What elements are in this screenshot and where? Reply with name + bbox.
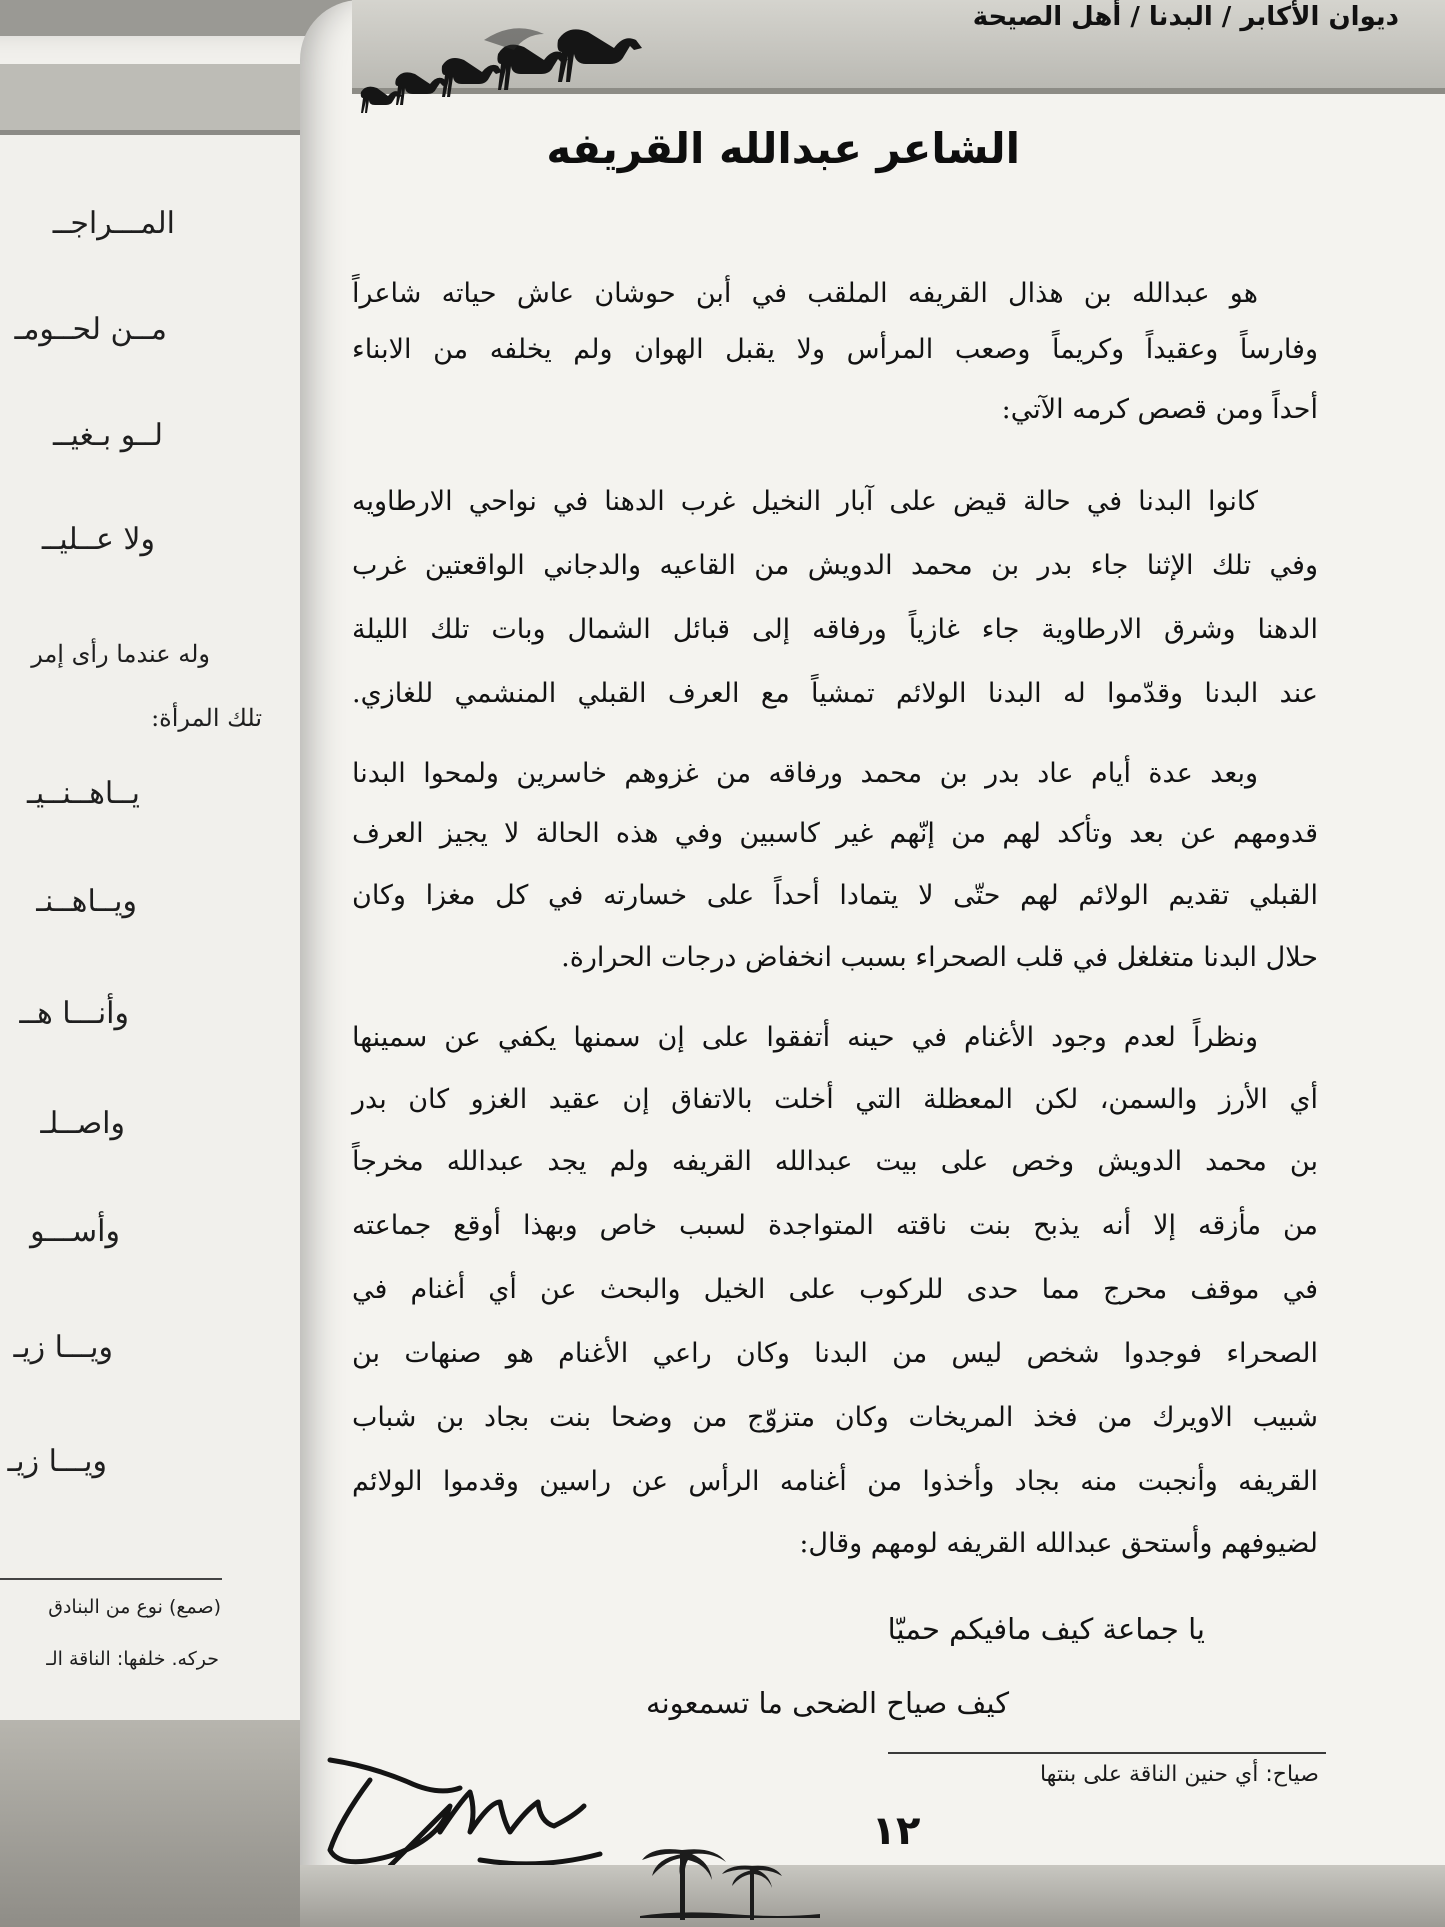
left-verse-line: ويـــا زيـ (13, 1330, 113, 1365)
left-prose-line: تلك المرأة: (151, 704, 262, 732)
left-footnote-rule (0, 1578, 222, 1580)
body-line: أحداً ومن قصص كرمه الآتي: (1001, 394, 1318, 425)
body-line: بن محمد الدويش وخص على بيت عبدالله القريفه ولم يجد عبدالله مخرجاً (352, 1146, 1318, 1177)
camel-caravan-icon (364, 10, 664, 134)
left-prose-line: وله عندما رأى إمر (31, 640, 210, 668)
verse-line-1: يا جماعة كيف مافيكم حميّا (887, 1612, 1205, 1646)
body-line: القريفه وأنجبت منه بجاد وأخذوا من أغنامه الرأس عن راسين وقدموا الولائم (352, 1466, 1318, 1497)
left-footnote-line: حركه. خلفها: الناقة الـ (46, 1648, 219, 1670)
bottom-band (300, 1865, 1445, 1927)
left-verse-line: مــن لحــومـ (14, 312, 167, 347)
left-verse-line: وأنـــا هــ (19, 996, 129, 1031)
left-verse-line: وأســـو (30, 1214, 120, 1249)
body-line: وفارساً وعقيداً وكريماً وصعب المرأس ولا يقبل الهوان ولم يخلفه من الابناء (352, 334, 1318, 365)
left-verse-line: يــاهــنــيـ (27, 776, 140, 811)
page-title: الشاعر عبدالله القريفه (546, 124, 1020, 173)
body-line: الصحراء فوجدوا شخص ليس من البدنا وكان راعي الأغنام هو صنهات بن (352, 1338, 1318, 1369)
footnote: صياح: أي حنين الناقة على بنتها (1039, 1762, 1319, 1787)
left-verse-line: ويـــا زيـ (7, 1444, 107, 1479)
body-line: عند البدنا وقدّموا له البدنا الولائم تمشياً مع العرف القبلي المنشمي للغازي. (352, 678, 1318, 709)
footnote-rule (888, 1752, 1326, 1754)
body-line: لضيوفهم وأستحق عبدالله القريفه لومهم وقال: (799, 1528, 1318, 1559)
left-verse-line: ولا عــليــ (41, 522, 155, 557)
left-verse-line: ويــاهــنـ (36, 884, 137, 919)
body-line: في موقف محرج مما حدى للركوب على الخيل والبحث عن أي أغنام في (352, 1274, 1318, 1305)
body-line: وبعد عدة أيام عاد بدر بن محمد ورفاقه من غزوهم خاسرين ولمحوا البدنا (352, 758, 1258, 789)
body-line: قدومهم عن بعد وتأكد لهم من إنّهم غير كاسبين وفي هذه الحالة لا يجيز العرف (352, 818, 1318, 849)
left-verse-line: لــو بـغيــ (53, 418, 163, 453)
body-line: أي الأرز والسمن، لكن المعظلة التي أخلت بالاتفاق إن عقيد الغزو كان بدر (352, 1084, 1318, 1115)
body-line: حلال البدنا متغلغل في قلب الصحراء بسبب انخفاض درجات الحرارة. (561, 942, 1318, 973)
body-line: ونظراً لعدم وجود الأغنام في حينه أتفقوا على إن سمنها يكفي عن سمينها (352, 1022, 1258, 1053)
body-line: وفي تلك الإثنا جاء بدر بن محمد الدويش من القاعيه والدجاني الواقعتين غرب (352, 550, 1318, 581)
body-line: من مأزقه إلا أنه يذبح بنت ناقته المتواجدة لسبب خاص وبهذا أوقع جماعته (352, 1210, 1318, 1241)
verse-line-2: كيف صياح الضحى ما تسمعونه (646, 1686, 1009, 1720)
body-line: الدهنا وشرق الارطاوية جاء غازياً ورفاقه إلى قبائل الشمال وبات تلك الليلة (352, 614, 1318, 645)
page-number: ١٢ (871, 1808, 921, 1854)
body-line: كانوا البدنا في حالة قيض على آبار النخيل غرب الدهنا في نواحي الارطاويه (352, 486, 1258, 517)
body-line: هو عبدالله بن هذال القريفه الملقب في أبن حوشان عاش حياته شاعراً (352, 278, 1258, 309)
body-line: شبيب الاويرك من فخذ المريخات وكان متزوّج من وضحا بنت بجاد بن شباب (352, 1402, 1318, 1433)
left-verse-line: المـــراجــ (52, 206, 175, 241)
left-verse-line: واصــلـ (40, 1106, 125, 1141)
palm-trees-icon (640, 1820, 820, 1920)
left-header-band (0, 64, 340, 135)
left-footnote-line: (صمع) نوع من البنادق (48, 1596, 221, 1618)
body-line: القبلي تقديم الولائم لهم حتّى لا يتمادا أحداً على خسارته في كل مغزا وكان (352, 880, 1318, 911)
running-header: ديوان الأكابر / البدنا / أهل الصيحة (972, 2, 1399, 32)
